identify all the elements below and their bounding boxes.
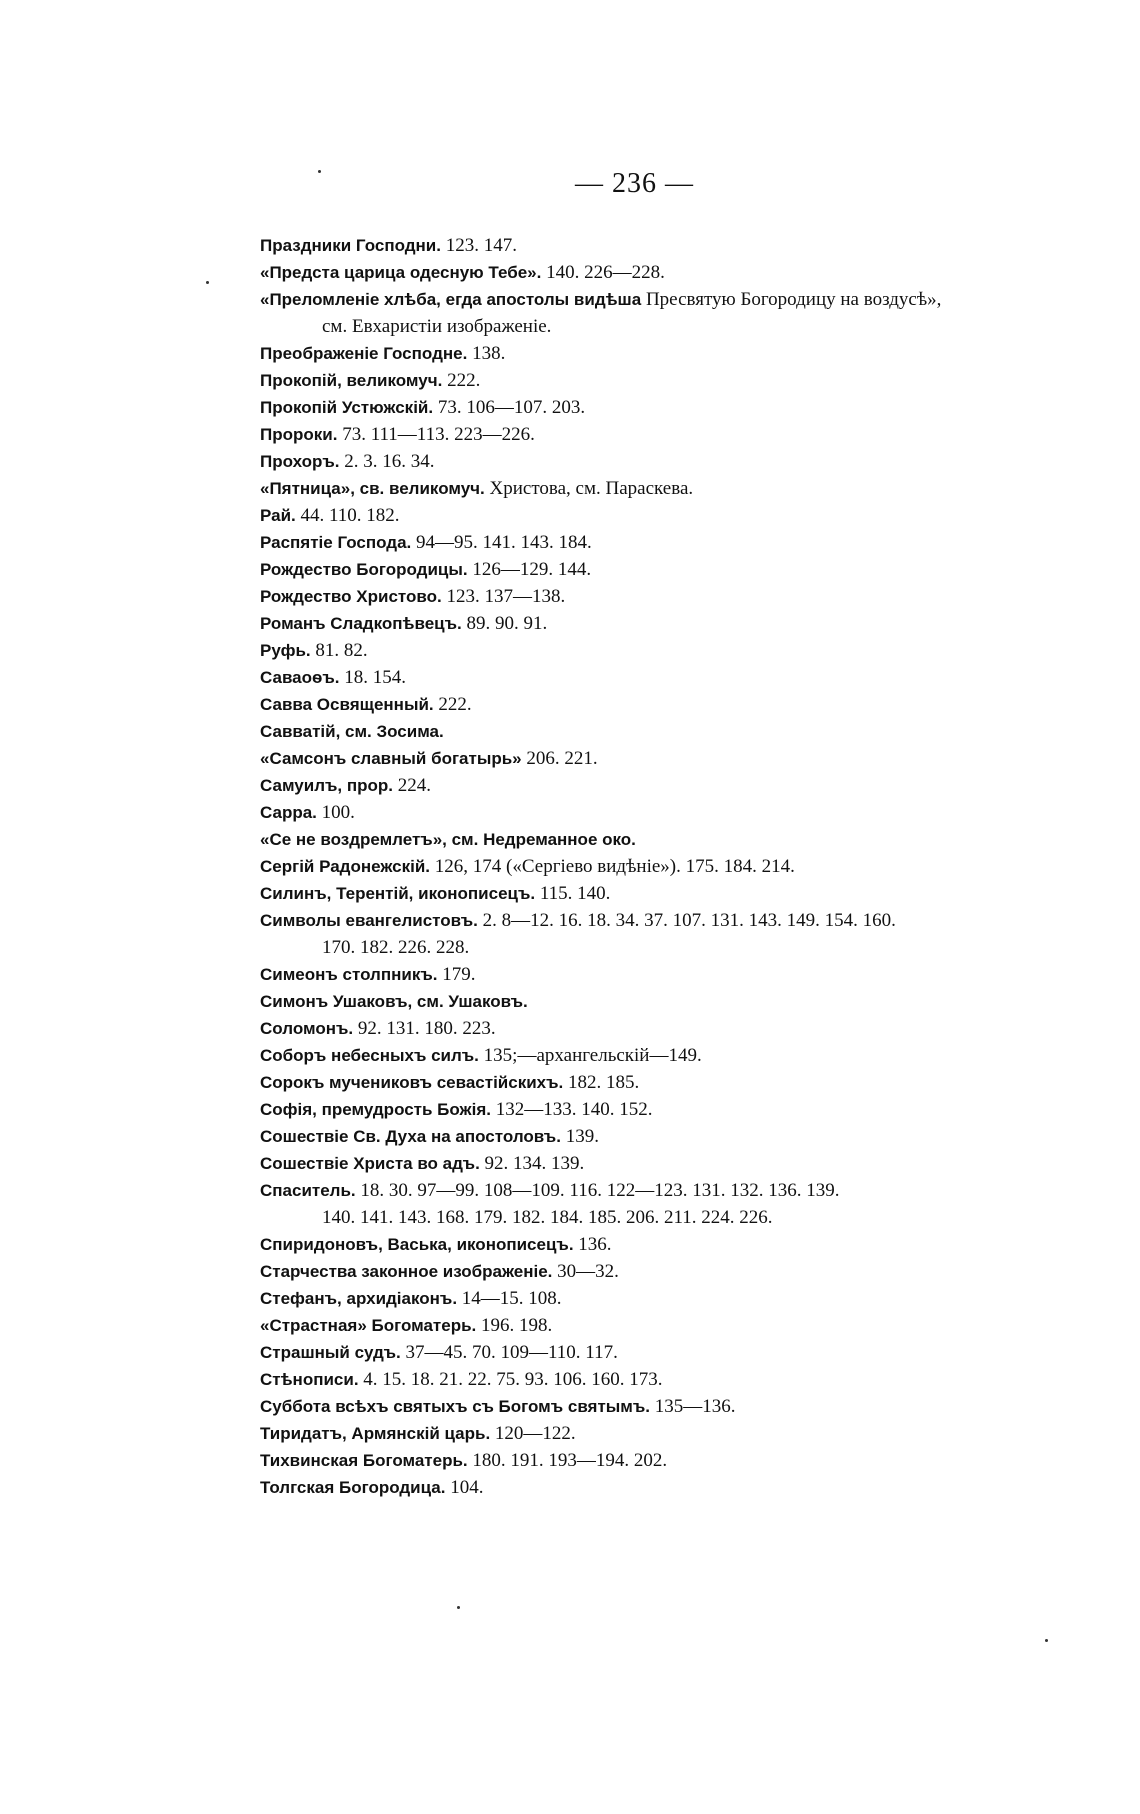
entry-references: 2. 8—12. 16. 18. 34. 37. 107. 131. 143. 149. 154. 160.	[477, 910, 896, 931]
index-entries	[260, 232, 1080, 1501]
index-entry	[260, 1096, 1080, 1123]
entry-heading: Руфь.	[260, 641, 311, 660]
index-entry	[260, 394, 1080, 421]
entry-heading: «Самсонъ славный богатырь»	[260, 749, 522, 768]
index-entry	[260, 988, 1080, 1015]
entry-references: 206. 221.	[521, 748, 598, 769]
entry-references: 4. 15. 18. 21. 22. 75. 93. 106. 160. 173.	[358, 1369, 663, 1390]
entry-references: 18. 30. 97—99. 108—109. 116. 122—123. 131. 132. 136. 139.	[355, 1180, 840, 1201]
index-entry	[260, 1420, 1080, 1447]
index-entry	[260, 448, 1080, 475]
entry-heading: Прохоръ.	[260, 452, 340, 471]
entry-references: 37—45. 70. 109—110. 117.	[400, 1342, 618, 1363]
entry-references: 140. 226—228.	[541, 262, 665, 283]
index-entry	[260, 286, 1080, 340]
index-entry	[260, 1285, 1080, 1312]
index-entry	[260, 1177, 1080, 1231]
entry-references: 182. 185.	[563, 1072, 640, 1093]
scan-speck	[206, 281, 209, 284]
entry-heading: Соборъ небесныхъ силъ.	[260, 1046, 479, 1065]
entry-heading: Соломонъ.	[260, 1019, 354, 1038]
entry-heading: «Страстная» Богоматерь.	[260, 1316, 477, 1335]
index-entry	[260, 502, 1080, 529]
scan-speck	[318, 170, 321, 173]
index-entry	[260, 907, 1080, 961]
entry-references: 126—129. 144.	[467, 559, 592, 580]
entry-references: 81. 82.	[310, 640, 368, 661]
index-entry	[260, 421, 1080, 448]
entry-references: 104.	[445, 1477, 484, 1498]
entry-references: 89. 90. 91.	[461, 613, 548, 634]
index-entry	[260, 610, 1080, 637]
entry-heading: Спаситель.	[260, 1181, 356, 1200]
index-entry	[260, 799, 1080, 826]
entry-references: 136.	[573, 1234, 612, 1255]
entry-references: 73. 106—107. 203.	[433, 397, 586, 418]
entry-heading: Симеонъ столпникъ.	[260, 965, 438, 984]
index-entry	[260, 259, 1080, 286]
entry-heading: Праздники Господни.	[260, 236, 441, 255]
entry-references: Христова, см. Параскева.	[484, 478, 694, 499]
entry-continuation: см. Евхаристіи изображеніе.	[322, 316, 552, 337]
index-entry	[260, 961, 1080, 988]
entry-references: 115. 140.	[535, 883, 611, 904]
index-entry	[260, 1474, 1080, 1501]
scan-speck	[1045, 1639, 1048, 1642]
entry-references: 123. 147.	[440, 235, 517, 256]
entry-continuation: 170. 182. 226. 228.	[322, 937, 470, 958]
entry-heading: «Се не воздремлетъ», см. Недреманное око.	[260, 830, 636, 849]
entry-references: 14—15. 108.	[457, 1288, 562, 1309]
index-entry	[260, 556, 1080, 583]
index-entry	[260, 664, 1080, 691]
index-entry	[260, 1366, 1080, 1393]
entry-heading: Стефанъ, архидіаконъ.	[260, 1289, 458, 1308]
entry-heading: Тиридатъ, Армянскій царь.	[260, 1424, 491, 1443]
entry-heading: Савватій, см. Зосима.	[260, 722, 444, 741]
entry-heading: Стѣнописи.	[260, 1370, 359, 1389]
entry-references: 44. 110. 182.	[295, 505, 400, 526]
entry-heading: Романъ Сладкопѣвецъ.	[260, 614, 462, 633]
entry-heading: Тихвинская Богоматерь.	[260, 1451, 468, 1470]
entry-references: 132—133. 140. 152.	[490, 1099, 653, 1120]
entry-heading: Распятіе Господа.	[260, 533, 412, 552]
entry-heading: Страшный судъ.	[260, 1343, 401, 1362]
entry-heading: Пророки.	[260, 425, 338, 444]
entry-references: 2. 3. 16. 34.	[339, 451, 435, 472]
entry-heading: Софія, премудрость Божія.	[260, 1100, 491, 1119]
index-entry	[260, 1015, 1080, 1042]
entry-heading: Суббота всѣхъ святыхъ съ Богомъ святымъ.	[260, 1397, 651, 1416]
entry-references: 30—32.	[552, 1261, 619, 1282]
entry-references: 222.	[442, 370, 481, 391]
entry-heading: Рождество Христово.	[260, 587, 442, 606]
index-entry	[260, 475, 1080, 502]
entry-heading: Сошествіе Христа во адъ.	[260, 1154, 480, 1173]
index-entry	[260, 691, 1080, 718]
index-entry	[260, 1069, 1080, 1096]
entry-heading: Сорокъ мучениковъ севастійскихъ.	[260, 1073, 564, 1092]
entry-heading: Старчества законное изображеніе.	[260, 1262, 553, 1281]
entry-heading: Прокопій Устюжскій.	[260, 398, 434, 417]
entry-heading: Сошествіе Св. Духа на апостоловъ.	[260, 1127, 561, 1146]
entry-heading: Саваоѳъ.	[260, 668, 340, 687]
entry-references: 135—136.	[650, 1396, 736, 1417]
entry-heading: «Предста царица одесную Тебе».	[260, 263, 542, 282]
entry-references: 179.	[437, 964, 476, 985]
index-entry	[260, 826, 1080, 853]
index-entry	[260, 1123, 1080, 1150]
entry-references: Пресвятую Богородицу на воздусѣ»,	[641, 289, 942, 310]
entry-continuation: 140. 141. 143. 168. 179. 182. 184. 185. 206. 211. 224. 226.	[322, 1207, 773, 1228]
entry-heading: Толгская Богородица.	[260, 1478, 446, 1497]
entry-heading: Сарра.	[260, 803, 317, 822]
index-entry	[260, 1042, 1080, 1069]
entry-heading: Сергій Радонежскій.	[260, 857, 431, 876]
entry-references: 222.	[433, 694, 472, 715]
entry-heading: «Преломленіе хлѣба, егда апостолы видѣша	[260, 290, 642, 309]
entry-heading: Силинъ, Терентій, иконописецъ.	[260, 884, 536, 903]
entry-heading: Симонъ Ушаковъ, см. Ушаковъ.	[260, 992, 528, 1011]
entry-heading: Рай.	[260, 506, 296, 525]
entry-references: 123. 137—138.	[441, 586, 566, 607]
entry-references: 120—122.	[490, 1423, 576, 1444]
index-entry	[260, 340, 1080, 367]
entry-references: 224.	[392, 775, 431, 796]
entry-heading: Рождество Богородицы.	[260, 560, 468, 579]
index-entry	[260, 1339, 1080, 1366]
index-entry	[260, 583, 1080, 610]
entry-references: 138.	[467, 343, 506, 364]
index-entry	[260, 1312, 1080, 1339]
entry-references: 92. 131. 180. 223.	[353, 1018, 496, 1039]
page-number: — 236 —	[575, 168, 694, 199]
entry-heading: Спиридоновъ, Васька, иконописецъ.	[260, 1235, 574, 1254]
entry-references: 126, 174 («Сергіево видѣніе»). 175. 184. 214.	[430, 856, 795, 877]
index-entry	[260, 718, 1080, 745]
index-entry	[260, 1231, 1080, 1258]
index-entry	[260, 529, 1080, 556]
index-entry	[260, 637, 1080, 664]
entry-heading: Преображеніе Господне.	[260, 344, 468, 363]
index-entry	[260, 1393, 1080, 1420]
entry-heading: Символы евангелистовъ.	[260, 911, 478, 930]
entry-references: 73. 111—113. 223—226.	[337, 424, 535, 445]
entry-references: 196. 198.	[476, 1315, 553, 1336]
entry-references: 135;—архангельскій—149.	[478, 1045, 702, 1066]
index-entry	[260, 880, 1080, 907]
entry-references: 18. 154.	[339, 667, 407, 688]
entry-references: 92. 134. 139.	[479, 1153, 585, 1174]
entry-heading: «Пятница», св. великомуч.	[260, 479, 485, 498]
index-entry	[260, 772, 1080, 799]
entry-references: 100.	[316, 802, 355, 823]
index-entry	[260, 232, 1080, 259]
index-entry	[260, 1258, 1080, 1285]
entry-heading: Савва Освященный.	[260, 695, 434, 714]
index-entry	[260, 367, 1080, 394]
entry-references: 139.	[560, 1126, 599, 1147]
scan-speck	[457, 1606, 460, 1609]
index-entry	[260, 1447, 1080, 1474]
entry-heading: Самуилъ, прор.	[260, 776, 393, 795]
entry-references: 180. 191. 193—194. 202.	[467, 1450, 668, 1471]
entry-heading: Прокопій, великомуч.	[260, 371, 443, 390]
index-entry	[260, 853, 1080, 880]
index-entry	[260, 745, 1080, 772]
entry-references: 94—95. 141. 143. 184.	[411, 532, 592, 553]
index-entry	[260, 1150, 1080, 1177]
